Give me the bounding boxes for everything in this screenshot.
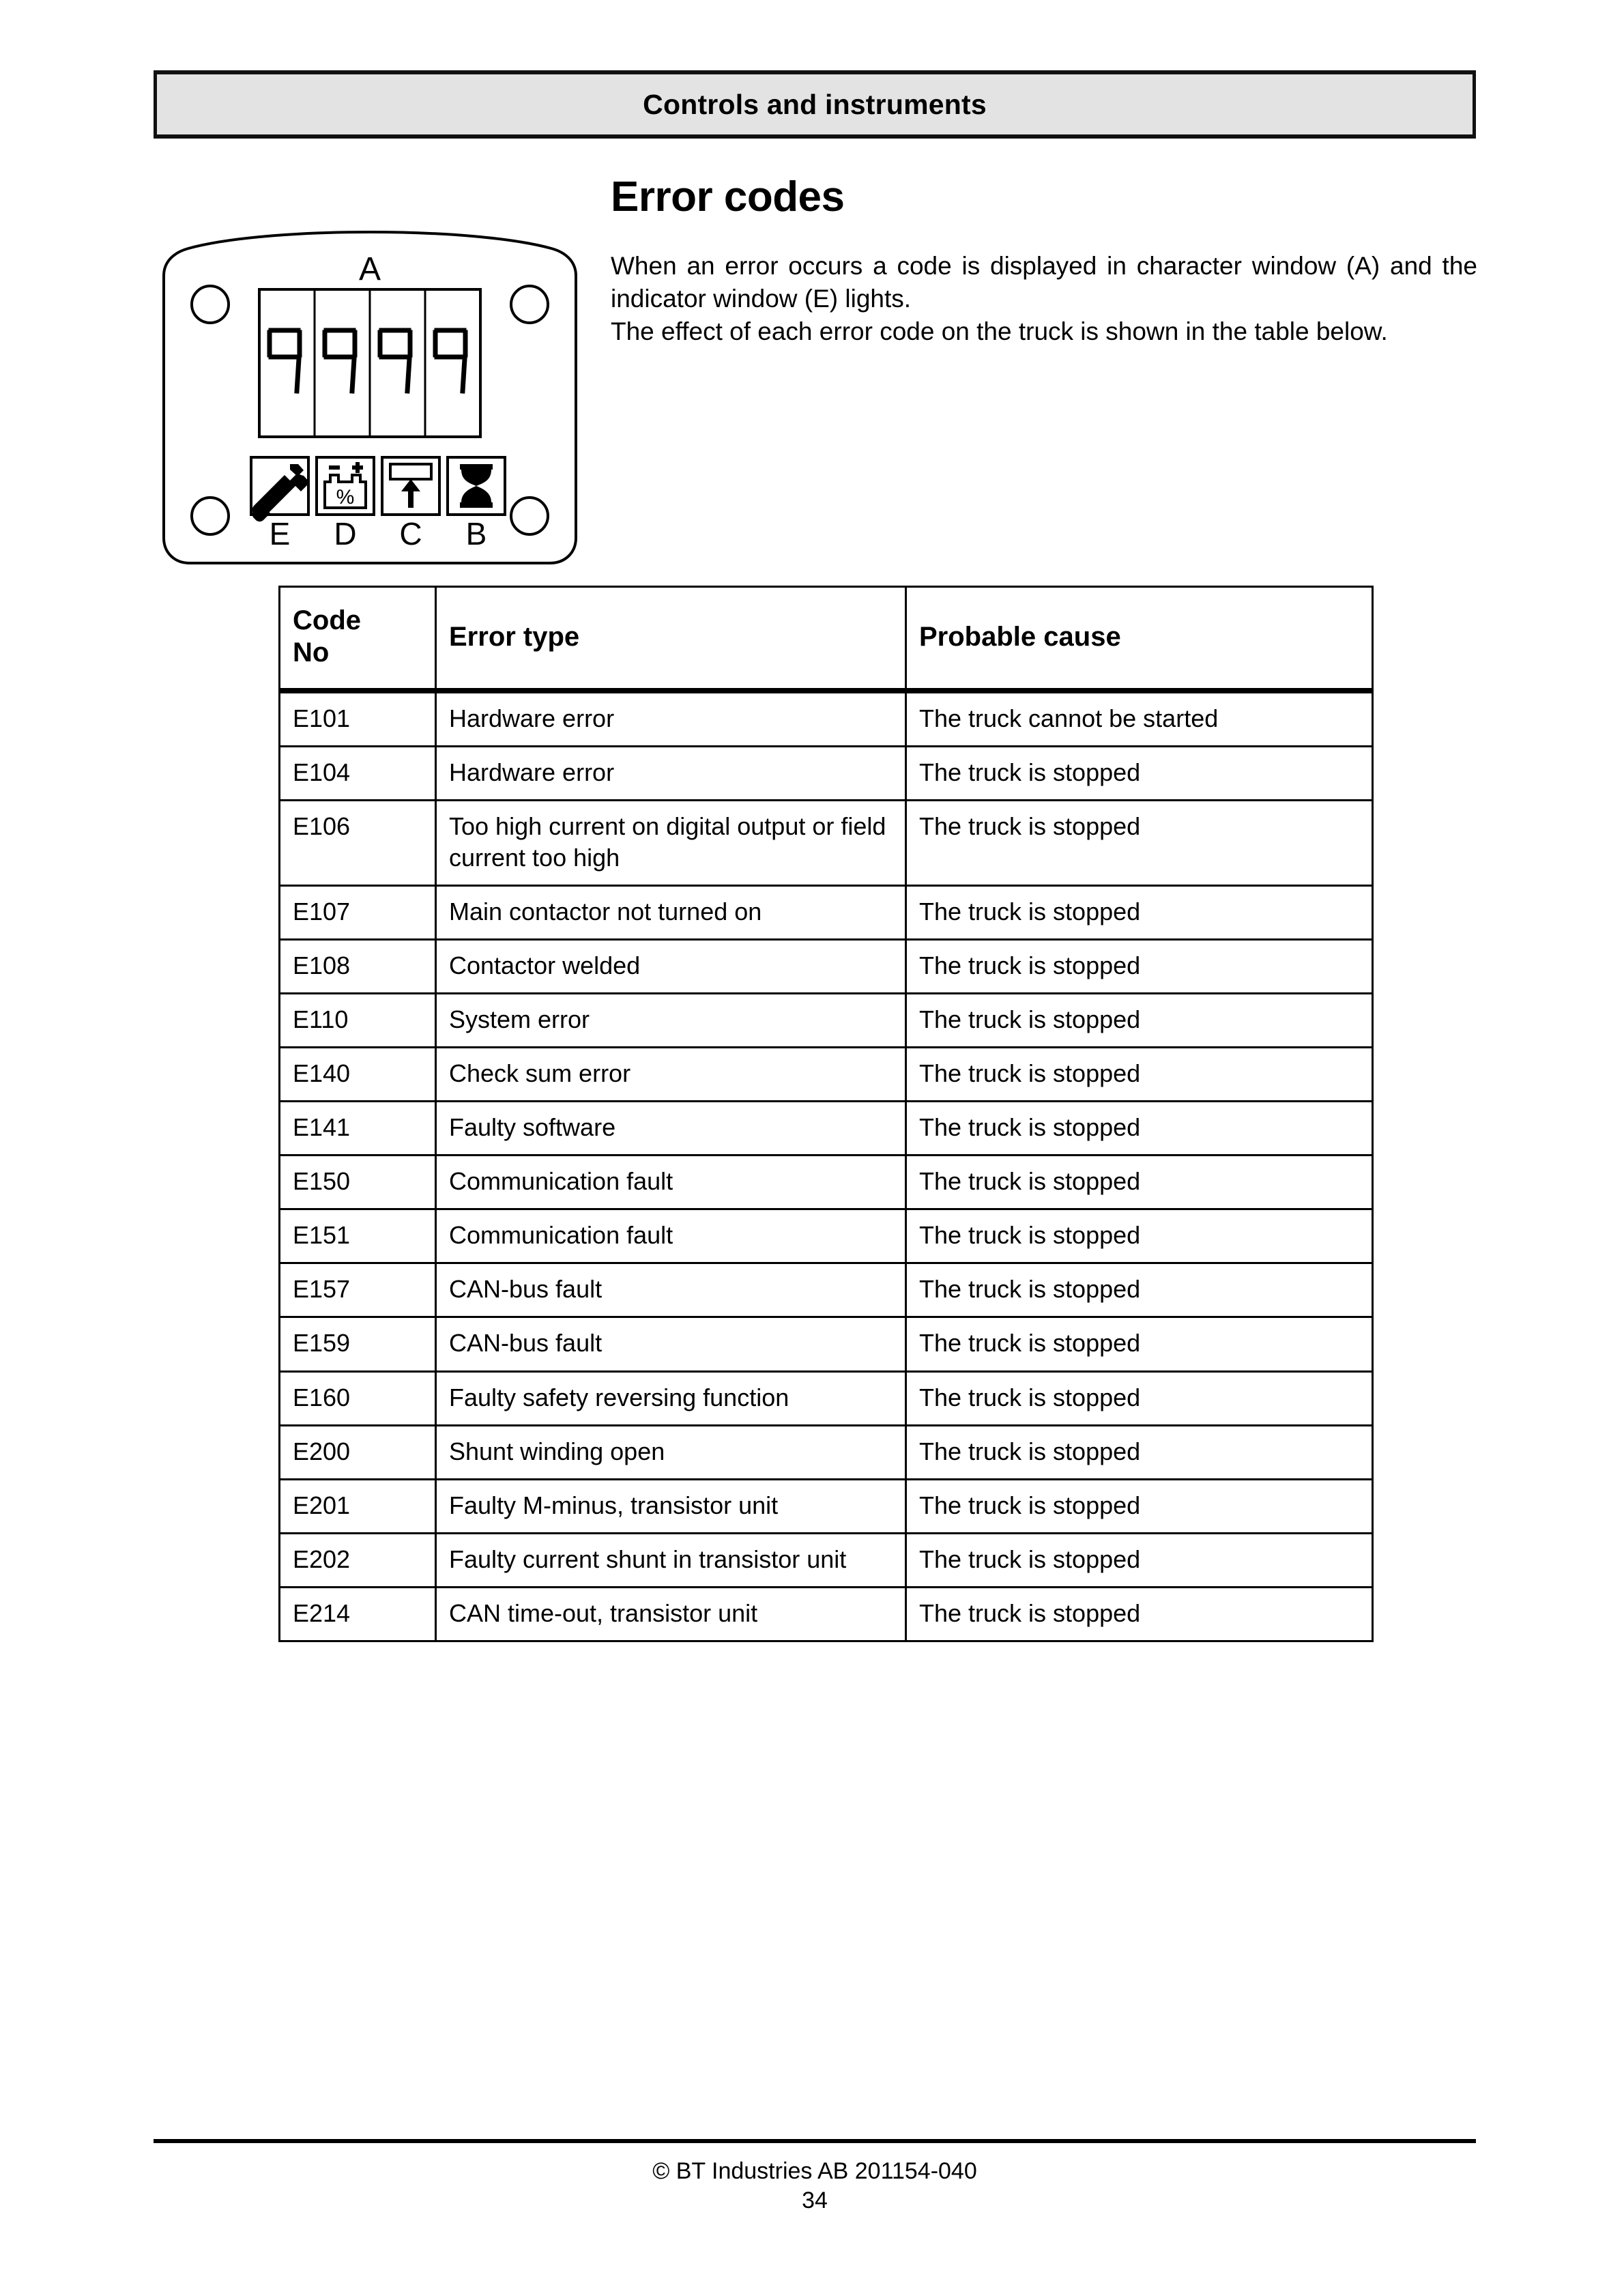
cell-code: E141 [280, 1102, 436, 1156]
table-row [280, 746, 1373, 800]
cell-probable-cause: The truck is stopped [906, 885, 1373, 939]
table-row [280, 1317, 1373, 1371]
cell-probable-cause: The truck is stopped [906, 1425, 1373, 1479]
table-row [280, 1048, 1373, 1102]
table-row [280, 691, 1373, 747]
table-row [280, 1371, 1373, 1425]
instrument-panel-figure [158, 197, 581, 569]
intro-text [611, 250, 1477, 348]
cell-code: E160 [280, 1371, 436, 1425]
table-header [280, 587, 1373, 691]
battery-percent-symbol: % [336, 486, 355, 508]
cell-error-type: Hardware error [436, 691, 906, 747]
cell-code: E110 [280, 993, 436, 1047]
cell-error-type: Faulty safety reversing function [436, 1371, 906, 1425]
cell-probable-cause: The truck is stopped [906, 1156, 1373, 1209]
cell-probable-cause: The truck is stopped [906, 800, 1373, 885]
cell-code: E159 [280, 1317, 436, 1371]
cell-probable-cause: The truck is stopped [906, 1317, 1373, 1371]
column-header-probable-cause: Probable cause [906, 587, 1373, 691]
cell-probable-cause: The truck is stopped [906, 939, 1373, 993]
column-header-error-type: Error type [436, 587, 906, 691]
table-row [280, 1263, 1373, 1317]
page-title: Error codes [611, 173, 845, 220]
cell-probable-cause: The truck is stopped [906, 1533, 1373, 1587]
column-header-code-line2: No [293, 637, 330, 668]
cell-code: E151 [280, 1209, 436, 1263]
character-window-label: A [358, 251, 381, 287]
column-header-code-line1: Code [293, 605, 361, 636]
cell-probable-cause: The truck is stopped [906, 1371, 1373, 1425]
cell-probable-cause: The truck is stopped [906, 1102, 1373, 1156]
indicator-label-e: E [269, 516, 291, 551]
error-codes-table [278, 586, 1374, 1642]
cell-probable-cause: The truck is stopped [906, 1048, 1373, 1102]
cell-error-type: Check sum error [436, 1048, 906, 1102]
running-header [154, 70, 1476, 139]
cell-error-type: Faulty M-minus, transistor unit [436, 1479, 906, 1533]
cell-code: E106 [280, 800, 436, 885]
cell-error-type: Shunt winding open [436, 1425, 906, 1479]
table-row [280, 1102, 1373, 1156]
content-column [611, 173, 1477, 348]
cell-error-type: CAN-bus fault [436, 1317, 906, 1371]
cell-error-type: Faulty software [436, 1102, 906, 1156]
cell-error-type: Communication fault [436, 1156, 906, 1209]
cell-error-type: System error [436, 993, 906, 1047]
table-row [280, 993, 1373, 1047]
mounting-hole-top-right [511, 286, 548, 323]
mounting-hole-bottom-left [192, 498, 229, 534]
indicator-label-b: B [465, 516, 487, 551]
table-header-row [280, 587, 1373, 691]
cell-error-type: Contactor welded [436, 939, 906, 993]
cell-probable-cause: The truck is stopped [906, 1263, 1373, 1317]
footer-copyright: © BT Industries AB 201154-040 [652, 2158, 977, 2184]
intro-paragraph-2: The effect of each error code on the truck is shown in the table below. [611, 317, 1388, 346]
cell-code: E157 [280, 1263, 436, 1317]
cell-code: E140 [280, 1048, 436, 1102]
cell-error-type: Hardware error [436, 746, 906, 800]
table-row [280, 1156, 1373, 1209]
cell-probable-cause: The truck is stopped [906, 993, 1373, 1047]
indicator-label-c: C [399, 516, 422, 551]
cell-error-type: Faulty current shunt in transistor unit [436, 1533, 906, 1587]
cell-probable-cause: The truck is stopped [906, 1587, 1373, 1641]
column-header-code [280, 587, 436, 691]
table-row [280, 1587, 1373, 1641]
footer-page-number: 34 [802, 2187, 828, 2213]
cell-code: E150 [280, 1156, 436, 1209]
cell-code: E101 [280, 691, 436, 747]
table-row [280, 800, 1373, 885]
table-row [280, 1425, 1373, 1479]
cell-code: E108 [280, 939, 436, 993]
cell-error-type: Communication fault [436, 1209, 906, 1263]
cell-code: E104 [280, 746, 436, 800]
cell-error-type: CAN time-out, transistor unit [436, 1587, 906, 1641]
cell-probable-cause: The truck cannot be started [906, 691, 1373, 747]
cell-error-type: CAN-bus fault [436, 1263, 906, 1317]
table-body [280, 691, 1373, 1641]
table-row [280, 885, 1373, 939]
table-row [280, 939, 1373, 993]
mounting-hole-top-left [192, 286, 229, 323]
cell-code: E201 [280, 1479, 436, 1533]
cell-probable-cause: The truck is stopped [906, 1479, 1373, 1533]
footer-rule [154, 2139, 1476, 2143]
table-row [280, 1479, 1373, 1533]
cell-probable-cause: The truck is stopped [906, 1209, 1373, 1263]
mounting-hole-bottom-right [511, 498, 548, 534]
cell-error-type: Too high current on digital output or field current too high [436, 800, 906, 885]
running-header-title: Controls and instruments [643, 88, 987, 120]
table-row [280, 1209, 1373, 1263]
cell-probable-cause: The truck is stopped [906, 746, 1373, 800]
cell-code: E214 [280, 1587, 436, 1641]
page-footer [154, 2139, 1476, 2215]
cell-code: E200 [280, 1425, 436, 1479]
cell-code: E202 [280, 1533, 436, 1587]
intro-paragraph-1: When an error occurs a code is displayed in character window (A) and the indicator window (E) lights. [611, 252, 1477, 313]
cell-error-type: Main contactor not turned on [436, 885, 906, 939]
indicator-label-d: D [334, 516, 357, 551]
table-row [280, 1533, 1373, 1587]
cell-code: E107 [280, 885, 436, 939]
